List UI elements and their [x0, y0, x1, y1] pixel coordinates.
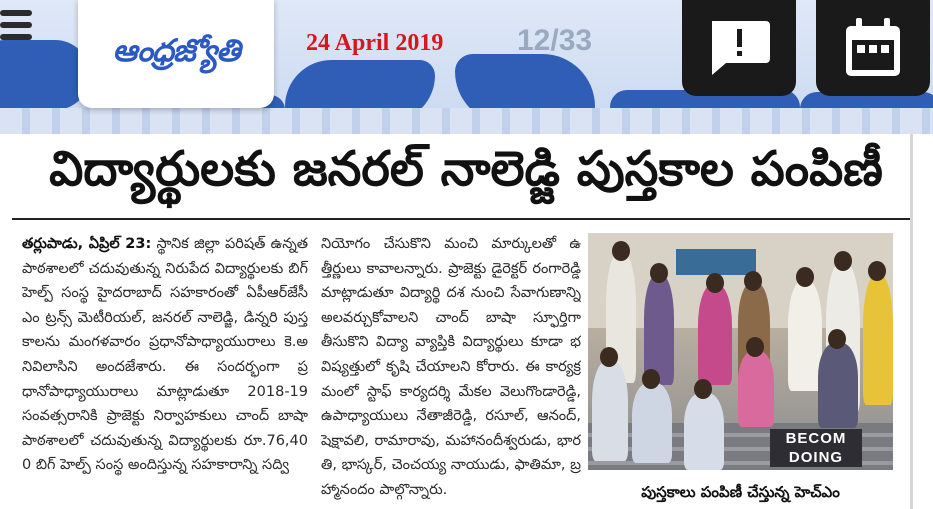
photo-person-head [744, 271, 762, 291]
page-counter: 12/33 [517, 24, 593, 57]
article-headline: విద్యార్థులకు జనరల్ నాలెడ్జి పుస్తకాల పంపిణీ [49, 141, 883, 197]
photo-student [818, 343, 858, 428]
photo-person-head [834, 251, 852, 271]
photo-student-head [694, 379, 712, 399]
feedback-icon [706, 17, 772, 79]
article-dateline: తర్లుపాడు, ఏప్రిల్ 23: [22, 236, 152, 252]
photo-person [863, 275, 893, 405]
photo-person-head [796, 267, 814, 287]
photo-banner-text: BECOM DOING [770, 429, 862, 467]
article-column-2 [321, 232, 581, 509]
article-photo [588, 233, 893, 470]
photo-person-head [650, 263, 668, 283]
photo-student-head [746, 337, 764, 357]
photo-student [632, 383, 672, 463]
photo-student-head [642, 369, 660, 389]
newspaper-logo[interactable] [78, 0, 274, 108]
calendar-button[interactable] [816, 0, 930, 96]
article-column-2-text: నియోగం చేసుకొని మంచి మార్కులతో ఉత్తీర్ణులు కావాలన్నారు. ప్రాజెక్టు డైరెక్టర్ రంగారెడ్డి మాట్లాడుతూ విద్యార్థి దశ నుంచి సేవాగుణాన్ని అలవర్చుకోవాలని చాంద్ బాషా స్ఫూర్తిగా తీసుకొని విద్యా వ్యాప్తికి విద్యార్థులు కూడా భవిష్యత్తులో కృషి చేయాలని కోరారు. ఈ కార్యక్రమంలో స్టాఫ్ కార్యదర్శి మేకల వెలుగొండారెడ్డి, ఉపాధ్యాయులు నేతాజీరెడ్డి, రసూల్, ఆనంద్, షెక్షావలి, రామారావు, మహానందీశ్వరుడు, భారతి, భాస్కర్, చెంచయ్య నాయుడు, ఫాతిమా, బ్రహ్మానందం పాల్గొన్నారు. [321, 236, 581, 498]
photo-person [788, 281, 822, 391]
page-edge-divider [910, 134, 913, 509]
article-column-1-text: స్థానిక జిల్లా పరిషత్ ఉన్నత పాఠశాలలో చదువుతున్న నిరుపేద విద్యార్థులకు బిగ్ హెల్ప్ సంస్థ హైదరాబాద్ సహకారంతో ఏపీఆర్‌జేసీ ఎం ట్రన్స్ మెటీరియల్, జనరల్ నాలెడ్జి, డిన్నరి పుస్తకాలను మంగళవారం ప్రధానోపాధ్యాయురాలు కె.అనివిలాసిని అందజేశారు. ఈ సందర్భంగా ప్రధానోపాధ్యాయురాలు మాట్లాడుతూ 2018-19 సంవత్సరానికి ప్రాజెక్టు నిర్వాహకులు చాంద్ బాషా పాఠశాలలో చదువుతున్న విద్యార్థులకు రూ.76,400 బిగ్ హెల్ప్ సంస్థ అందిస్తున్న సహకారాన్ని సద్వి [22, 236, 308, 474]
calendar-icon [844, 18, 902, 78]
edition-date: 24 April 2019 [306, 30, 444, 56]
photo-person-head [868, 261, 886, 281]
menu-icon[interactable] [0, 10, 32, 52]
photo-caption: పుస్తకాలు పంపిణీ చేస్తున్న హెచ్ఎం [641, 483, 840, 501]
masthead-lower-band [0, 108, 933, 134]
photo-wall-banner [676, 249, 756, 275]
photo-student [684, 393, 724, 470]
photo-student-head [828, 329, 846, 349]
photo-person-head [706, 273, 724, 293]
photo-student [592, 361, 628, 461]
photo-person [698, 285, 732, 385]
logo-text: ఆంధ్రజ్యోతి [112, 32, 240, 69]
photo-person-head [612, 241, 630, 261]
photo-student-head [600, 347, 618, 367]
article-column-1 [22, 232, 308, 509]
photo-student [738, 351, 774, 427]
feedback-button[interactable] [682, 0, 796, 96]
headline-divider [12, 218, 912, 220]
